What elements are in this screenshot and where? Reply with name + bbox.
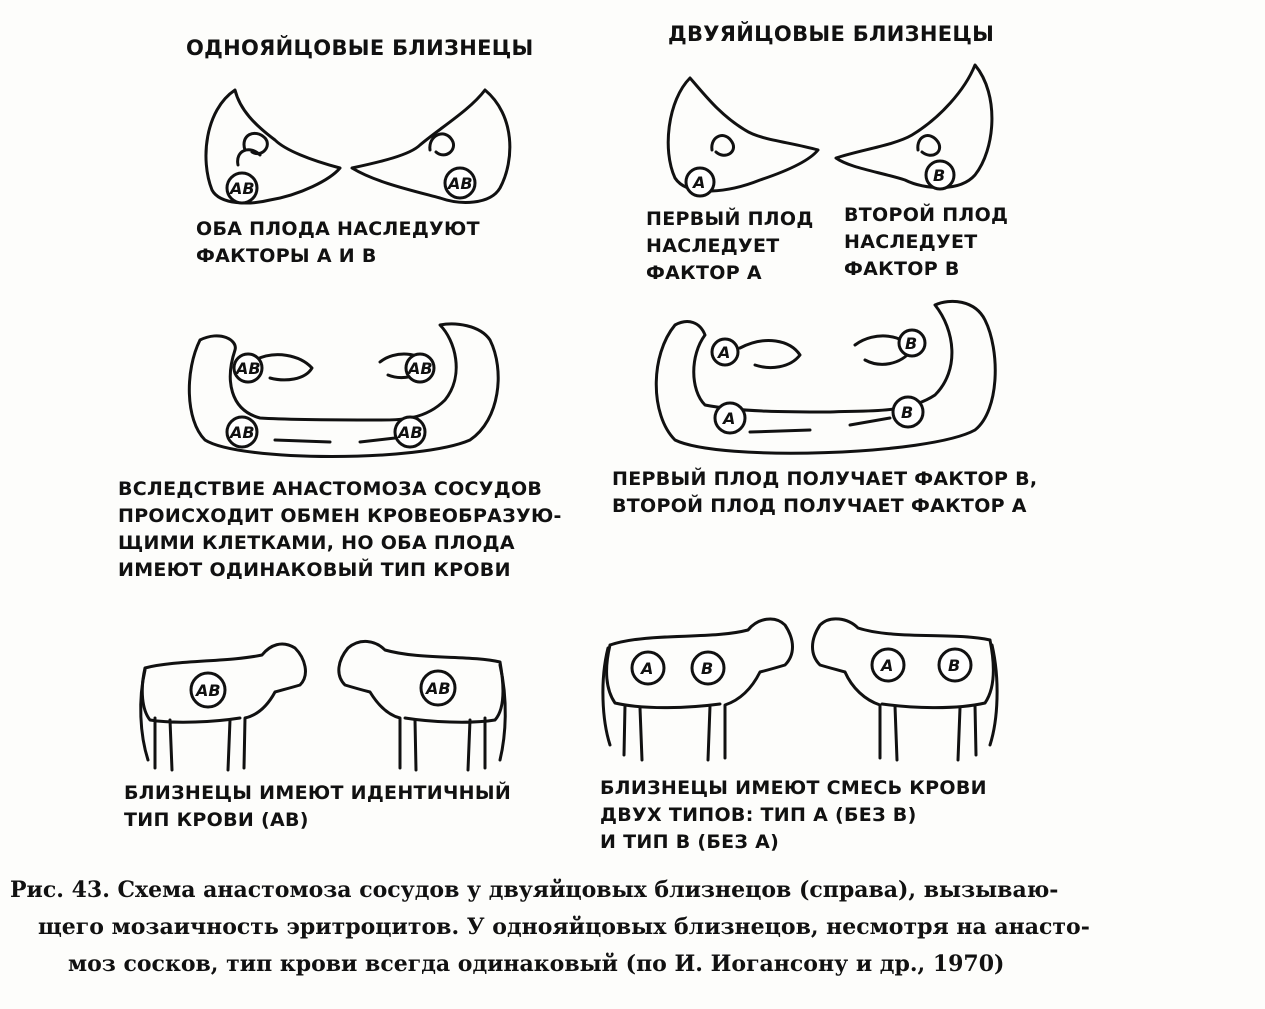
identical-row1-text: ОБА ПЛОДА НАСЛЕДУЮТ ФАКТОРЫ А И В (196, 218, 480, 267)
identical-row2-text: ВСЛЕДСТВИЕ АНАСТОМОЗА СОСУДОВ ПРОИСХОДИТ ОБМЕН КРОВЕОБРАЗУЮ- ЩИМИ КЛЕТКАМИ, НО ОБА ПЛОДА ИМЕЮТ ОДИНАКОВЫЙ ТИП КРОВИ (118, 478, 562, 581)
fraternal-anastomosis-uterus (656, 301, 995, 453)
fraternal-calf-1-circle-a (632, 652, 664, 684)
fraternal-calf-2-circle-a (872, 649, 904, 681)
identical-circle-label-2: АВ (448, 174, 473, 193)
identical-blood-circle-2 (445, 168, 475, 198)
caption-line-1: Рис. 43. Схема анастомоза сосудов у двуяйцовых близнецов (справа), вызываю- (10, 877, 1059, 903)
fraternal-calf-2 (813, 619, 998, 760)
fraternal-calf-2-circle-b (939, 649, 971, 681)
identical-calf-2 (339, 641, 505, 770)
caption-line-2: щего мозаичность эритроцитов. У однояйцовых близнецов, несмотря на анасто- (38, 914, 1090, 940)
identical-calf-2-label: АВ (426, 679, 451, 698)
fraternal-circle-label-b1: В (933, 166, 946, 185)
fraternal-embryo-circle-b (899, 330, 925, 356)
caption-line-3: моз сосков, тип крови всегда одинаковый (по И. Иогансону и др., 1970) (68, 951, 1005, 977)
fraternal-row3-text: БЛИЗНЕЦЫ ИМЕЮТ СМЕСЬ КРОВИ ДВУХ ТИПОВ: ТИП А (БЕЗ В) И ТИП В (БЕЗ А) (600, 777, 987, 853)
identical-calf-2-circle (421, 671, 455, 705)
identical-embryo-circle-2 (406, 354, 434, 382)
fraternal-embryo-circle-a (712, 339, 738, 365)
fraternal-calf-1 (603, 619, 793, 760)
identical-blood-circle-1 (227, 173, 257, 203)
fraternal-row1-text-right: ВТОРОЙ ПЛОД НАСЛЕДУЕТ ФАКТОР В (844, 204, 1009, 280)
identical-title: ОДНОЯЙЦОВЫЕ БЛИЗНЕЦЫ (186, 36, 534, 60)
fraternal-calf-1-circle-b (692, 652, 724, 684)
fraternal-placenta-label-b: В (901, 403, 914, 422)
fraternal-blood-circle-b1 (926, 161, 954, 189)
identical-embryo-label-1: АВ (236, 359, 261, 378)
fraternal-embryo-label-a: А (718, 343, 731, 362)
fraternal-calf-2-label-b: В (948, 656, 961, 675)
identical-embryo-circle-1 (234, 354, 262, 382)
identical-calf-1-circle (191, 673, 225, 707)
fraternal-placenta-label-a: А (723, 409, 736, 428)
identical-calf-1-label: АВ (196, 681, 221, 700)
identical-placenta-label-1: АВ (230, 423, 255, 442)
identical-placenta-circle-2 (395, 417, 425, 447)
identical-embryo-label-2: АВ (408, 359, 433, 378)
fraternal-embryo-label-b: В (905, 334, 918, 353)
identical-circle-label-1: АВ (230, 179, 255, 198)
fraternal-blood-circle-a1 (686, 168, 714, 196)
fraternal-calf-2-label-a: А (881, 656, 894, 675)
identical-calf-1 (141, 644, 306, 770)
fraternal-calf-1-label-a: А (641, 659, 654, 678)
identical-placenta-label-2: АВ (398, 423, 423, 442)
fraternal-placenta-circle-b (893, 397, 923, 427)
identical-placenta-circle-1 (227, 417, 257, 447)
fraternal-placenta-circle-a (715, 403, 745, 433)
fraternal-calf-1-label-b: В (701, 659, 714, 678)
fraternal-row2-text: ПЕРВЫЙ ПЛОД ПОЛУЧАЕТ ФАКТОР В, ВТОРОЙ ПЛОД ПОЛУЧАЕТ ФАКТОР А (612, 468, 1038, 517)
fraternal-title: ДВУЯЙЦОВЫЕ БЛИЗНЕЦЫ (668, 22, 995, 46)
fraternal-uterus-right (836, 65, 992, 188)
identical-uterus-right (352, 90, 510, 202)
fraternal-row1-text-left: ПЕРВЫЙ ПЛОД НАСЛЕДУЕТ ФАКТОР А (646, 208, 814, 284)
identical-row3-text: БЛИЗНЕЦЫ ИМЕЮТ ИДЕНТИЧНЫЙ ТИП КРОВИ (АВ) (124, 782, 512, 831)
fraternal-circle-label-a1: А (693, 173, 706, 192)
